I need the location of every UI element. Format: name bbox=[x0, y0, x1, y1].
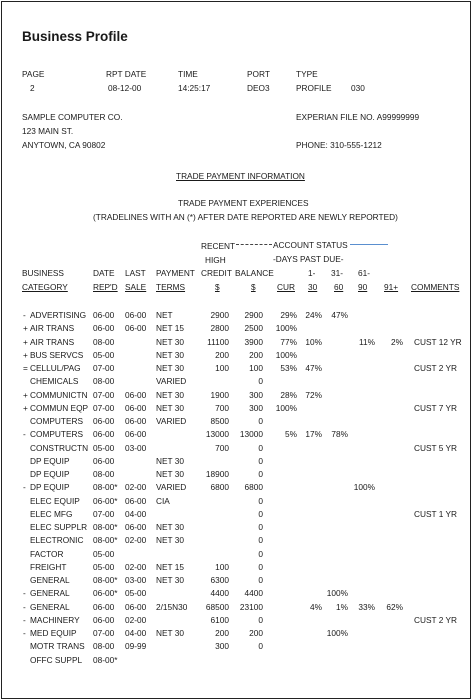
row-balance: 0 bbox=[258, 442, 263, 453]
colhead-balance: BALANCE bbox=[235, 268, 274, 278]
row-comment: CUST 2 YR bbox=[414, 363, 458, 373]
row-payment-terms: CIA bbox=[156, 495, 170, 506]
row-payment-terms: NET 30 bbox=[156, 455, 184, 466]
heading-dashes bbox=[236, 244, 272, 245]
row-date-reported: 05-00 bbox=[93, 349, 115, 360]
row-marker: + bbox=[23, 336, 28, 347]
row-category: FREIGHT bbox=[30, 561, 67, 572]
row-recent-high-credit: 11100 bbox=[207, 336, 229, 347]
row-recent-high-credit: 13000 bbox=[205, 429, 229, 440]
row-recent-high-credit: 200 bbox=[215, 349, 229, 360]
row-category: GENERAL bbox=[30, 601, 70, 612]
row-date-reported: 07-00 bbox=[93, 402, 115, 413]
row-recent-high-credit: 8500 bbox=[210, 416, 229, 426]
row-marker: = bbox=[23, 363, 28, 373]
row-marker: + bbox=[23, 402, 28, 413]
header-type-value: PROFILE bbox=[296, 83, 332, 93]
row-date-reported: 07-00 bbox=[93, 363, 115, 373]
row-payment-terms: NET bbox=[156, 310, 173, 320]
row-category: DP EQUIP bbox=[30, 455, 70, 466]
section-title: TRADE PAYMENT INFORMATION bbox=[176, 171, 305, 181]
row-date-reported: 08-00* bbox=[93, 535, 118, 546]
row-1-30-pct: 10% bbox=[305, 336, 322, 347]
row-current-pct: 29% bbox=[280, 310, 297, 320]
row-31-60-pct: 78% bbox=[331, 429, 348, 440]
row-31-60-pct: 47% bbox=[331, 310, 348, 320]
header-page-value: 2 bbox=[30, 83, 35, 93]
row-91-plus-pct: 2% bbox=[391, 336, 403, 347]
row-category: CHEMICALS bbox=[30, 376, 79, 387]
row-payment-terms: NET 30 bbox=[156, 628, 184, 638]
row-date-reported: 06-00 bbox=[93, 416, 115, 426]
colhead-business: BUSINESS bbox=[22, 268, 64, 278]
row-category: MACHINERY bbox=[30, 614, 80, 625]
row-category: MOTR TRANS bbox=[30, 641, 85, 652]
row-recent-high-credit: 2800 bbox=[210, 323, 229, 334]
row-marker: + bbox=[23, 323, 28, 334]
row-date-reported: 05-00 bbox=[93, 561, 115, 572]
colhead-61-90-bottom: 90 bbox=[358, 282, 368, 292]
row-31-60-pct: 1% bbox=[336, 601, 348, 612]
row-marker: - bbox=[23, 310, 26, 320]
row-date-reported: 08-00 bbox=[93, 641, 115, 652]
row-balance: 0 bbox=[258, 376, 263, 387]
row-date-reported: 08-00 bbox=[93, 336, 115, 347]
row-last-sale: 04-00 bbox=[125, 628, 147, 638]
colhead-date: DATE bbox=[93, 268, 115, 278]
colhead-account-status: ACCOUNT STATUS bbox=[273, 240, 348, 250]
row-date-reported: 08-00 bbox=[93, 469, 115, 479]
row-payment-terms: NET 30 bbox=[156, 469, 184, 479]
row-last-sale: 06-00 bbox=[125, 402, 147, 413]
row-category: ELEC SUPPLR bbox=[30, 522, 88, 532]
row-comment: CUST 12 YR bbox=[414, 336, 462, 347]
row-category: ELECTRONIC bbox=[30, 535, 84, 546]
row-recent-high-credit: 6300 bbox=[210, 575, 229, 585]
row-last-sale: 09-99 bbox=[125, 641, 147, 652]
row-recent-high-credit: 300 bbox=[215, 641, 229, 652]
row-balance: 0 bbox=[258, 641, 263, 652]
row-61-90-pct: 100% bbox=[353, 482, 375, 493]
header-label-page: PAGE bbox=[22, 69, 45, 79]
row-payment-terms: NET 15 bbox=[156, 323, 184, 334]
colhead-days-past-due: -DAYS PAST DUE- bbox=[273, 254, 344, 264]
row-payment-terms: VARIED bbox=[156, 376, 187, 387]
row-date-reported: 08-00* bbox=[93, 522, 118, 532]
row-marker: - bbox=[23, 628, 26, 638]
row-date-reported: 06-00 bbox=[93, 601, 115, 612]
row-balance: 3900 bbox=[244, 336, 263, 347]
row-category: CONSTRUCTN bbox=[30, 442, 89, 453]
colhead-cur: CUR bbox=[277, 282, 295, 292]
row-61-90-pct: 33% bbox=[358, 601, 375, 612]
row-comment: CUST 7 YR bbox=[414, 402, 458, 413]
row-current-pct: 100% bbox=[275, 323, 297, 334]
row-balance: 300 bbox=[249, 389, 263, 400]
row-recent-high-credit: 200 bbox=[215, 628, 229, 638]
row-comment: CUST 1 YR bbox=[414, 508, 458, 519]
row-category: CELLUL/PAG bbox=[30, 363, 81, 373]
row-category: FACTOR bbox=[30, 548, 64, 559]
header-label-rpt-date: RPT DATE bbox=[106, 69, 147, 79]
row-61-90-pct: 11% bbox=[359, 336, 375, 347]
colhead-61-90-top: 61- bbox=[358, 268, 370, 278]
row-last-sale: 06-00 bbox=[125, 389, 147, 400]
row-balance: 0 bbox=[258, 548, 263, 559]
colhead-repd: REP'D bbox=[93, 282, 118, 292]
row-date-reported: 05-00 bbox=[93, 442, 115, 453]
colhead-balance-unit: $ bbox=[251, 282, 256, 292]
row-date-reported: 07-00 bbox=[93, 508, 115, 519]
row-last-sale: 02-00 bbox=[125, 614, 147, 625]
row-last-sale: 06-00 bbox=[125, 323, 147, 334]
row-marker: - bbox=[23, 482, 26, 493]
row-category: DP EQUIP bbox=[30, 469, 70, 479]
row-balance: 0 bbox=[258, 416, 263, 426]
row-1-30-pct: 47% bbox=[305, 363, 322, 373]
header-rpt-date-value: 08-12-00 bbox=[108, 83, 142, 93]
row-recent-high-credit: 18900 bbox=[205, 469, 229, 479]
row-date-reported: 06-00* bbox=[93, 495, 118, 506]
company-city: ANYTOWN, CA 90802 bbox=[22, 140, 106, 150]
row-date-reported: 06-00 bbox=[93, 429, 115, 440]
row-balance: 0 bbox=[258, 522, 263, 532]
row-comment: CUST 2 YR bbox=[414, 614, 458, 625]
row-date-reported: 05-00 bbox=[93, 548, 115, 559]
row-date-reported: 07-00 bbox=[93, 389, 115, 400]
header-port-value: DEO3 bbox=[247, 83, 270, 93]
row-marker: - bbox=[23, 614, 26, 625]
row-balance: 0 bbox=[258, 614, 263, 625]
row-payment-terms: NET 30 bbox=[156, 389, 184, 400]
row-last-sale: 06-00 bbox=[125, 495, 147, 506]
colhead-comments: COMMENTS bbox=[411, 282, 460, 292]
row-balance: 23100 bbox=[239, 601, 263, 612]
colhead-last: LAST bbox=[125, 268, 146, 278]
row-last-sale: 02-00 bbox=[125, 561, 147, 572]
row-date-reported: 06-00 bbox=[93, 614, 115, 625]
row-last-sale: 03-00 bbox=[125, 442, 147, 453]
header-time-value: 14:25:17 bbox=[178, 83, 211, 93]
row-comment: CUST 5 YR bbox=[414, 442, 458, 453]
row-balance: 0 bbox=[258, 469, 263, 479]
row-balance: 0 bbox=[258, 455, 263, 466]
row-balance: 2500 bbox=[244, 323, 263, 334]
row-last-sale: 04-00 bbox=[125, 508, 147, 519]
row-balance: 2900 bbox=[244, 310, 263, 320]
row-recent-high-credit: 100 bbox=[215, 363, 229, 373]
row-current-pct: 28% bbox=[280, 389, 297, 400]
row-balance: 0 bbox=[258, 561, 263, 572]
row-date-reported: 06-00 bbox=[93, 310, 115, 320]
row-current-pct: 100% bbox=[275, 402, 297, 413]
row-date-reported: 06-00* bbox=[93, 588, 118, 599]
row-recent-high-credit: 700 bbox=[215, 402, 229, 413]
row-category: MED EQUIP bbox=[30, 628, 77, 638]
row-payment-terms: NET 30 bbox=[156, 363, 184, 373]
colhead-credit: CREDIT bbox=[201, 268, 232, 278]
row-category: COMPUTERS bbox=[30, 429, 84, 440]
row-payment-terms: NET 30 bbox=[156, 336, 184, 347]
header-label-port: PORT bbox=[247, 69, 270, 79]
company-name: SAMPLE COMPUTER CO. bbox=[22, 112, 123, 122]
row-category: OFFC SUPPL bbox=[30, 654, 83, 665]
row-last-sale: 02-00 bbox=[125, 535, 147, 546]
row-last-sale: 03-00 bbox=[125, 575, 147, 585]
colhead-sale: SALE bbox=[125, 282, 147, 292]
row-last-sale: 06-00 bbox=[125, 429, 147, 440]
subtitle-experiences: TRADE PAYMENT EXPERIENCES bbox=[178, 198, 309, 208]
row-date-reported: 06-00 bbox=[93, 455, 115, 466]
row-1-30-pct: 72% bbox=[305, 389, 322, 400]
colhead-terms: TERMS bbox=[156, 282, 186, 292]
row-marker: + bbox=[23, 349, 28, 360]
row-marker: - bbox=[23, 588, 26, 599]
row-balance: 300 bbox=[249, 402, 263, 413]
row-category: COMMUN EQP bbox=[30, 402, 89, 413]
row-balance: 4400 bbox=[244, 588, 263, 599]
row-recent-high-credit: 2900 bbox=[210, 310, 229, 320]
row-current-pct: 77% bbox=[280, 336, 297, 347]
company-phone: PHONE: 310-555-1212 bbox=[296, 140, 382, 150]
row-balance: 200 bbox=[249, 349, 263, 360]
row-payment-terms: VARIED bbox=[156, 416, 187, 426]
row-category: BUS SERVCS bbox=[30, 349, 84, 360]
row-category: AIR TRANS bbox=[30, 323, 75, 334]
row-payment-terms: NET 30 bbox=[156, 535, 184, 546]
row-1-30-pct: 17% bbox=[305, 429, 322, 440]
row-recent-high-credit: 6800 bbox=[210, 482, 229, 493]
header-label-type: TYPE bbox=[296, 69, 318, 79]
row-category: ELEC MFG bbox=[30, 508, 73, 519]
row-last-sale: 06-00 bbox=[125, 601, 147, 612]
row-31-60-pct: 100% bbox=[326, 628, 348, 638]
row-marker: - bbox=[23, 429, 26, 440]
row-last-sale: 06-00 bbox=[125, 416, 147, 426]
row-payment-terms: NET 30 bbox=[156, 402, 184, 413]
colhead-31-60-bottom: 60 bbox=[334, 282, 344, 292]
colhead-category: CATEGORY bbox=[22, 282, 68, 292]
row-balance: 200 bbox=[249, 628, 263, 638]
experian-file-number: EXPERIAN FILE NO. A99999999 bbox=[296, 112, 420, 122]
row-balance: 13000 bbox=[239, 429, 263, 440]
row-current-pct: 53% bbox=[280, 363, 297, 373]
row-last-sale: 02-00 bbox=[125, 482, 147, 493]
row-category: GENERAL bbox=[30, 588, 70, 599]
colhead-1-30-bottom: 30 bbox=[308, 282, 318, 292]
row-payment-terms: NET 15 bbox=[156, 561, 184, 572]
row-balance: 6800 bbox=[244, 482, 263, 493]
row-recent-high-credit: 68500 bbox=[205, 601, 229, 612]
row-payment-terms: NET 30 bbox=[156, 349, 184, 360]
company-street: 123 MAIN ST. bbox=[22, 126, 74, 136]
row-31-60-pct: 100% bbox=[326, 588, 348, 599]
row-current-pct: 5% bbox=[285, 429, 297, 440]
row-category: ELEC EQUIP bbox=[30, 495, 80, 506]
row-category: GENERAL bbox=[30, 575, 70, 585]
page-title: Business Profile bbox=[22, 29, 128, 44]
row-balance: 100 bbox=[249, 363, 263, 373]
colhead-payment: PAYMENT bbox=[156, 268, 195, 278]
row-payment-terms: NET 30 bbox=[156, 575, 184, 585]
row-payment-terms: 2/15N30 bbox=[156, 601, 188, 612]
row-balance: 0 bbox=[258, 575, 263, 585]
row-category: COMPUTERS bbox=[30, 416, 84, 426]
row-1-30-pct: 24% bbox=[305, 310, 322, 320]
row-date-reported: 08-00* bbox=[93, 654, 118, 665]
row-balance: 0 bbox=[258, 508, 263, 519]
row-date-reported: 06-00 bbox=[93, 323, 115, 334]
row-recent-high-credit: 700 bbox=[215, 442, 229, 453]
row-last-sale: 06-00 bbox=[125, 522, 147, 532]
colhead-credit-unit: $ bbox=[215, 282, 220, 292]
row-recent-high-credit: 1900 bbox=[210, 389, 229, 400]
colhead-recent: RECENT bbox=[201, 241, 236, 251]
row-last-sale: 05-00 bbox=[125, 588, 147, 599]
row-marker: + bbox=[23, 389, 28, 400]
row-date-reported: 08-00* bbox=[93, 575, 118, 585]
row-91-plus-pct: 62% bbox=[386, 601, 403, 612]
row-marker: - bbox=[23, 601, 26, 612]
heading-rule bbox=[350, 244, 388, 245]
row-date-reported: 08-00* bbox=[93, 482, 118, 493]
row-date-reported: 07-00 bbox=[93, 628, 115, 638]
header-type-code: 030 bbox=[351, 83, 365, 93]
row-payment-terms: VARIED bbox=[156, 482, 187, 493]
row-last-sale: 06-00 bbox=[125, 310, 147, 320]
row-payment-terms: NET 30 bbox=[156, 522, 184, 532]
row-category: AIR TRANS bbox=[30, 336, 75, 347]
row-current-pct: 100% bbox=[275, 349, 297, 360]
row-1-30-pct: 4% bbox=[310, 601, 322, 612]
row-category: ADVERTISING bbox=[30, 310, 87, 320]
colhead-91-plus: 91+ bbox=[384, 282, 399, 292]
row-balance: 0 bbox=[258, 535, 263, 546]
subtitle-newly-reported-note: (TRADELINES WITH AN (*) AFTER DATE REPORTED ARE NEWLY REPORTED) bbox=[93, 212, 398, 222]
row-recent-high-credit: 6100 bbox=[210, 614, 229, 625]
header-label-time: TIME bbox=[178, 69, 198, 79]
colhead-1-30-top: 1- bbox=[308, 268, 316, 278]
row-recent-high-credit: 4400 bbox=[210, 588, 229, 599]
row-balance: 0 bbox=[258, 495, 263, 506]
row-category: DP EQUIP bbox=[30, 482, 70, 493]
colhead-31-60-top: 31- bbox=[331, 268, 343, 278]
row-category: COMMUNICTN bbox=[30, 389, 88, 400]
row-recent-high-credit: 100 bbox=[215, 561, 229, 572]
colhead-high: HIGH bbox=[205, 255, 226, 265]
row-date-reported: 08-00 bbox=[93, 376, 115, 387]
